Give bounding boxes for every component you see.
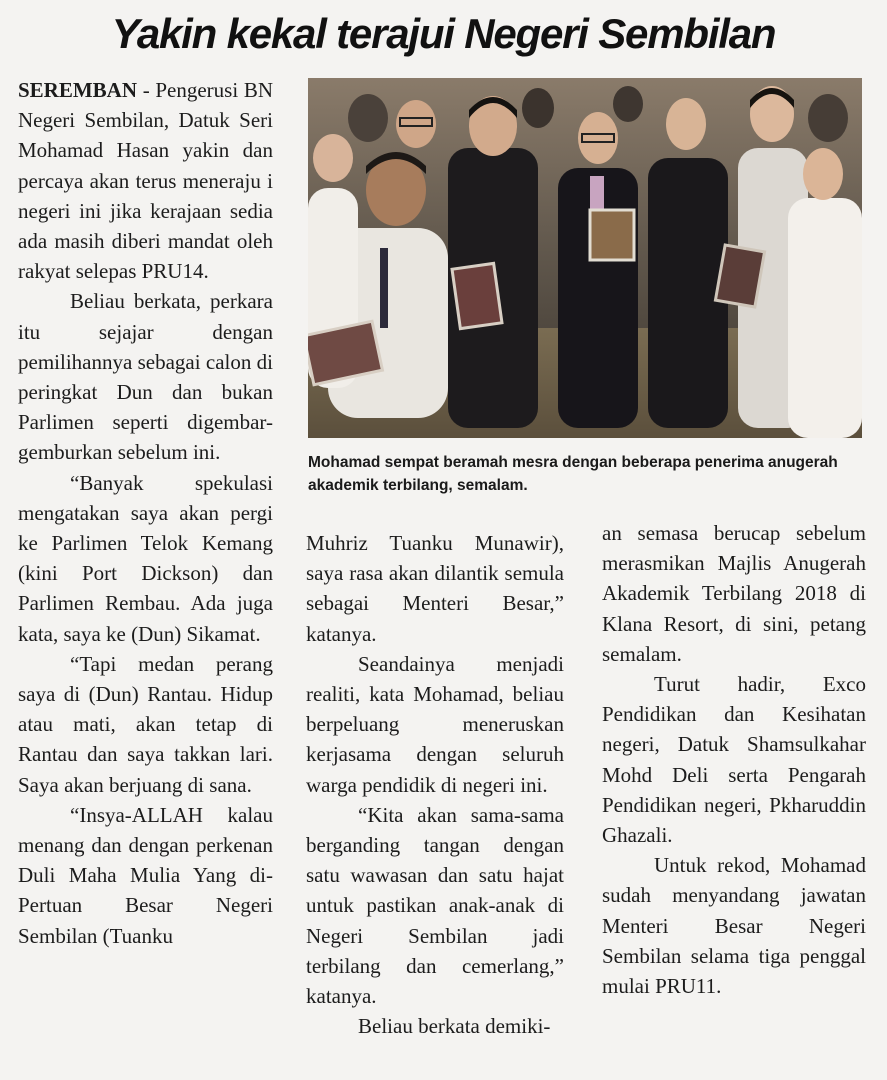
article-paragraph: “Kita akan sama-sama berganding tangan dengan satu wawasan dan satu hajat untuk pastikan anak-anak di Negeri Sembilan jadi terbilang dan cemerlang,” katanya. [306, 802, 564, 1009]
article-column-2 [306, 528, 564, 1041]
photo-caption: Mohamad sempat beramah mesra dengan beberapa penerima anugerah akademik terbilang, semalam. [308, 454, 838, 494]
article-column-1 [18, 75, 273, 951]
article-paragraph: Seandainya menjadi realiti, kata Mohamad, beliau berpeluang meneruskan kerjasama dengan seluruh warga pendidik di negeri ini. [306, 651, 564, 797]
article-paragraph: Beliau berkata demiki- [358, 1014, 551, 1039]
headline: Yakin kekal terajui Negeri Sembilan [111, 10, 776, 57]
article-column-3 [602, 518, 866, 1001]
dateline: SEREMBAN [18, 78, 138, 102]
article-paragraph: Untuk rekod, Mohamad sudah menyandang jawatan Menteri Besar Negeri Sembilan selama tiga penggal mulai PRU11. [602, 853, 866, 999]
news-photo [308, 78, 862, 438]
article-paragraph: “Insya-ALLAH kalau menang dan dengan perkenan Duli Maha Mulia Yang di-Pertuan Besar Negeri Sembilan (Tuanku [18, 802, 273, 948]
article-paragraph: Beliau berkata, perkara itu sejajar dengan pemilihannya sebagai calon di peringkat Dun dan bukan Parlimen seperti digembar-gemburkan sebelum ini. [18, 289, 273, 465]
article-paragraph: “Banyak spekulasi mengatakan saya akan pergi ke Parlimen Telok Kemang (kini Port Dickson) dan Parlimen Rembau. Ada juga kata, saya ke (Dun) Sikamat. [18, 470, 273, 646]
article-paragraph: an semasa berucap sebelum merasmikan Majlis Anugerah Akademik Terbilang 2018 di Klana Resort, di sini, petang semalam. [602, 521, 866, 666]
paragraph-text: - Pengerusi BN Negeri Sembilan, Datuk Seri Mohamad Hasan yakin dan percaya akan terus meneraju i negeri ini jika kerajaan sedia ada masih diberi mandat oleh rakyat selepas PRU14. [18, 78, 273, 284]
article-paragraph [18, 75, 273, 286]
article-paragraph: Muhriz Tuanku Munawir), saya rasa akan dilantik semula sebagai Menteri Besar,” katanya. [306, 531, 564, 646]
article-paragraph: Turut hadir, Exco Pendidikan dan Kesihatan negeri, Datuk Shamsulkahar Mohd Deli serta Pengarah Pendidikan negeri, Pkharuddin Ghazali. [602, 672, 866, 848]
article-paragraph: “Tapi medan perang saya di (Dun) Rantau. Hidup atau mati, akan tetap di Rantau dan saya takkan lari. Saya akan berjuang di sana. [18, 651, 273, 797]
